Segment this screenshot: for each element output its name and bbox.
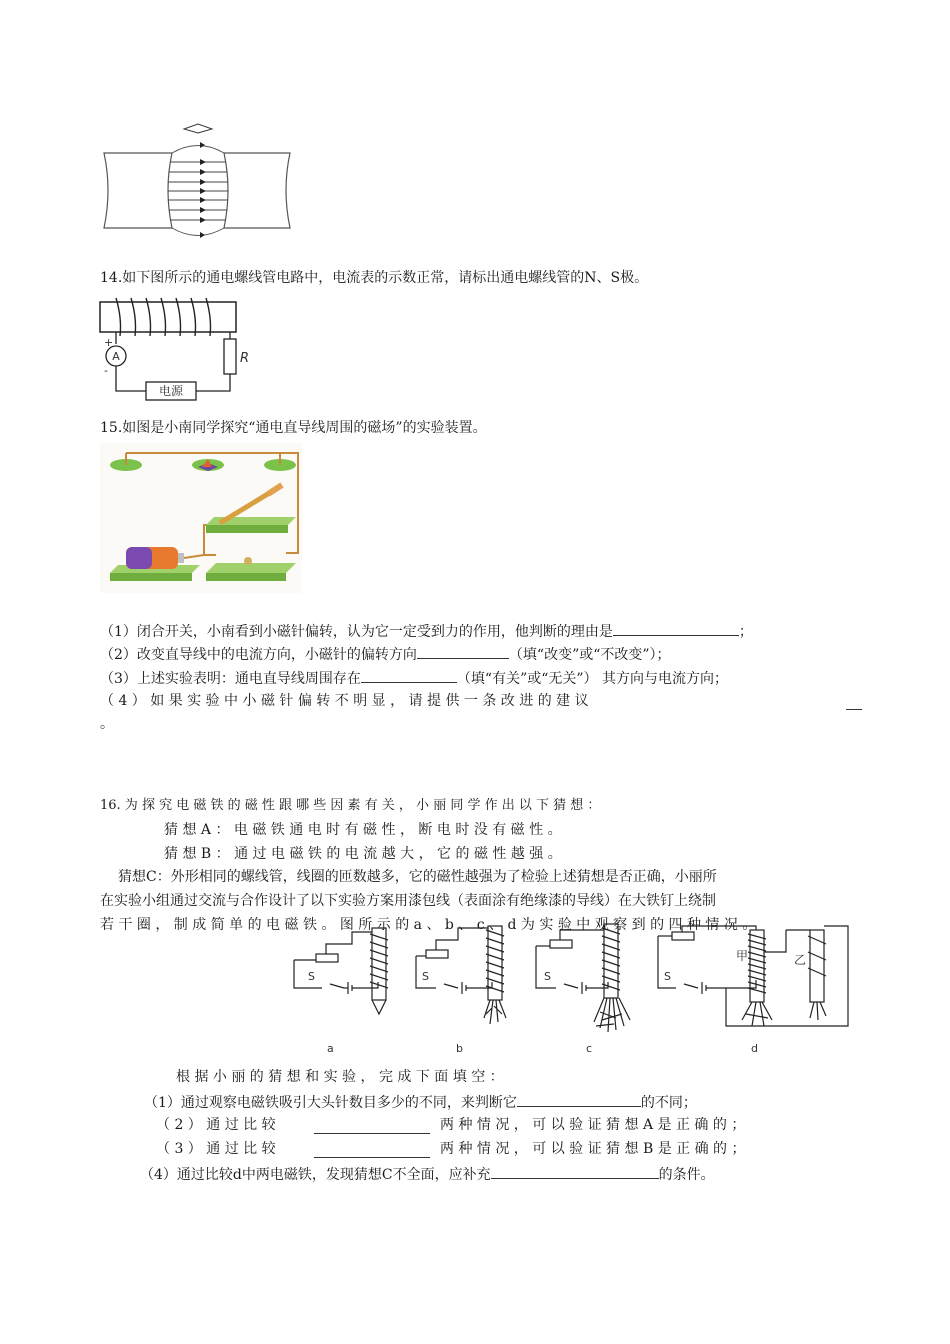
switch-label-b: S — [422, 970, 429, 983]
magnet-yi-label: 乙 — [794, 953, 807, 967]
ammeter-plus: + — [104, 336, 114, 349]
q16-part1-text: （1）通过观察电磁铁吸引大头针数目多少的不同，来判断它 — [144, 1095, 517, 1111]
q16-guess-c-line3: 若 干 圈 ， 制 成 简 单 的 电 磁 铁 。 图 所 示 的 a 、 b 、 c 、 d 为 实 验 中 观 察 到 的 四 种 情 况 。 — [100, 917, 757, 933]
q15-part4: （ 4 ） 如 果 实 验 中 小 磁 针 偏 转 不 明 显 ， 请 提 供 一 条 改 进 的 建 议 — [100, 693, 589, 709]
q16-guess-b: 猜 想 B ： 通 过 电 磁 铁 的 电 流 越 大 ， 它 的 磁 性 越 强 。 — [164, 846, 562, 862]
q16-part4 — [140, 1163, 715, 1185]
q14-text: 14.如下图所示的通电螺线管电路中，电流表的示数正常，请标出通电螺线管的N、S极。 — [100, 270, 649, 286]
figure-label-d: d — [751, 1042, 758, 1055]
switch-label-d: S — [664, 970, 671, 983]
q15-part3 — [100, 667, 728, 689]
q16-part2-text: （ 2 ） 通 过 比 较 — [156, 1117, 276, 1133]
power-label: 电源 — [158, 384, 184, 398]
q16-answer-blank-1[interactable] — [517, 1091, 641, 1107]
q15-part2-text: （2）改变直导线中的电流方向，小磁针的偏转方向 — [100, 647, 417, 663]
q14-circuit-figure — [98, 294, 248, 406]
q15-part1-end: ； — [738, 624, 753, 640]
q15-part3-text: （3）上述实验表明：通电直导线周围存在 — [100, 671, 361, 687]
q16-part3-end: 两 种 情 况 ， 可 以 验 证 猜 想 B 是 正 确 的 ； — [440, 1141, 746, 1157]
figure-d — [658, 926, 848, 1026]
figure-label-b: b — [456, 1042, 463, 1055]
solenoid-field-figure — [100, 120, 300, 240]
q16-part2-end: 两 种 情 况 ， 可 以 验 证 猜 想 A 是 正 确 的 ； — [440, 1117, 746, 1133]
resistor-label: R — [240, 351, 250, 366]
ammeter-minus: - — [104, 364, 108, 377]
figure-label-a: a — [327, 1042, 334, 1055]
q15-part1 — [100, 620, 753, 642]
q15-answer-blank-1[interactable] — [613, 620, 739, 636]
q16-answer-blank-3[interactable] — [314, 1142, 430, 1158]
magnet-jia-label: 甲 — [736, 949, 749, 963]
switch-label-c: S — [544, 970, 551, 983]
q15-text: 15.如图是小南同学探究“通电直导线周围的磁场”的实验装置。 — [100, 420, 487, 436]
q16-answer-blank-4[interactable] — [491, 1163, 659, 1179]
q16-part1 — [144, 1091, 697, 1113]
q16-fill-intro: 根 据 小 丽 的 猜 想 和 实 验 ， 完 成 下 面 填 空 ： — [176, 1069, 504, 1085]
ammeter-label: A — [112, 350, 120, 363]
switch-label-a: S — [308, 970, 315, 983]
figure-b — [416, 926, 506, 1024]
q15-apparatus-photo — [100, 443, 302, 593]
q16-guess-c-line1: 猜想C：外形相同的螺线管，线圈的匝数越多，它的磁性越强为了检验上述猜想是否正确，小丽所 — [118, 869, 717, 885]
q16-electromagnet-figures — [286, 922, 856, 1062]
q15-answer-blank-4[interactable] — [846, 694, 862, 710]
q15-part1-text: （1）闭合开关，小南看到小磁针偏转，认为它一定受到力的作用，他判断的理由是 — [100, 624, 613, 640]
q16-intro: 16. 为 探 究 电 磁 铁 的 磁 性 跟 哪 些 因 素 有 关 ， 小 丽 同 学 作 出 以 下 猜 想 ： — [100, 798, 601, 813]
q15-part4-end: 。 — [100, 716, 114, 732]
q16-part4-end: 的条件。 — [658, 1167, 715, 1183]
q16-guess-c-line2: 在实验小组通过交流与合作设计了以下实验方案用漆包线（表面涂有绝缘漆的导线）在大铁钉上绕制 — [100, 893, 716, 909]
q16-part3-text: （ 3 ） 通 过 比 较 — [156, 1141, 276, 1157]
q16-guess-a: 猜 想 A ： 电 磁 铁 通 电 时 有 磁 性 ， 断 电 时 没 有 磁 性 。 — [164, 822, 562, 838]
q15-part3-end: （填“有关”或“无关”） 其方向与电流方向； — [456, 671, 728, 687]
q15-answer-blank-2[interactable] — [417, 643, 509, 659]
q16-part1-end: 的不同； — [640, 1095, 697, 1111]
q15-part2 — [100, 643, 671, 665]
q16-answer-blank-2[interactable] — [314, 1118, 430, 1134]
figure-label-c: c — [586, 1042, 593, 1055]
q16-part4-text: （4）通过比较d中两电磁铁，发现猜想C不全面，应补充 — [140, 1167, 491, 1183]
q15-part2-end: （填“改变”或“不改变”）； — [508, 647, 671, 663]
q15-answer-blank-3[interactable] — [361, 667, 457, 683]
